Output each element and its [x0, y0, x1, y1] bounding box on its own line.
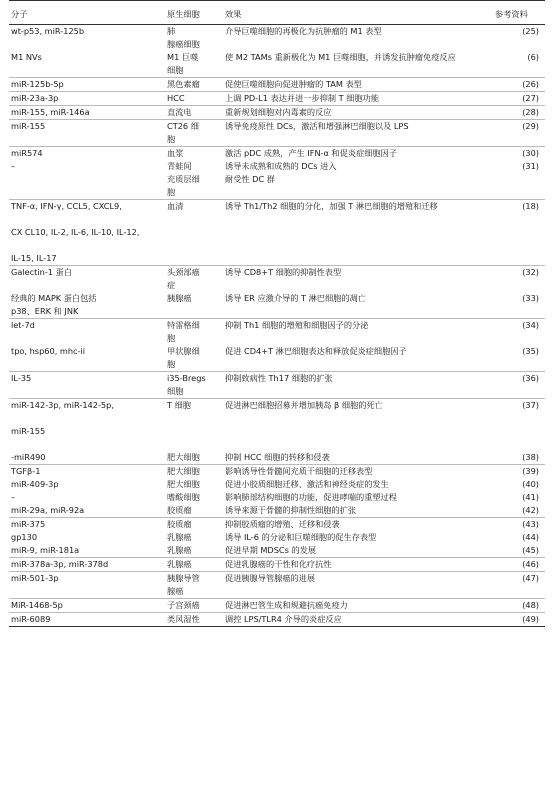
reference-cell [493, 399, 545, 465]
cell-line: 胶质瘤 [167, 505, 192, 515]
table-row [9, 518, 545, 558]
cell-line: 胰腺导管 [167, 573, 200, 583]
effect-cell [223, 200, 493, 266]
cell-line: 胶质瘤 [167, 519, 192, 529]
source-cell [165, 25, 223, 78]
cell-line: 抑制胶质瘤的增殖、迁移和侵袭 [225, 519, 340, 529]
cell-line: (18) [522, 201, 539, 211]
cell-line: 肥大细胞 [167, 466, 200, 476]
molecule-cell [9, 572, 165, 599]
cell-line: 症 [167, 280, 176, 290]
cell-line: 促进乳腺癌的干性和化疗抗性 [225, 559, 332, 569]
cell-line: miR-125b-5p [11, 79, 64, 89]
table-body [9, 25, 545, 627]
cell-line [11, 412, 165, 425]
source-cell [165, 120, 223, 147]
cell-line: 调控 LPS/TLR4 介导的炎症反应 [225, 614, 342, 624]
effect-cell [223, 465, 493, 518]
reference-cell [493, 200, 545, 266]
source-cell [165, 372, 223, 399]
molecule-cell [9, 372, 165, 399]
reference-cell [493, 147, 545, 200]
reference-cell [493, 106, 545, 120]
cell-line: 促进 CD4+T 淋巴细胞表达和释放促炎症细胞因子 [225, 346, 407, 356]
cell-line: 乳腺癌 [167, 545, 192, 555]
cell-line: 促进早期 MDSCs 的发展 [225, 545, 317, 555]
reference-table [9, 0, 545, 627]
cell-line: (47) [522, 573, 539, 583]
effect-cell [223, 613, 493, 627]
cell-line: (6) [527, 52, 539, 62]
table-row [9, 120, 545, 147]
cell-line: 抑制 HCC 细胞的转移和侵袭 [225, 452, 330, 462]
molecule-cell [9, 200, 165, 266]
cell-line: miR-142-3p, miR-142-5p, [11, 400, 114, 410]
source-cell [165, 266, 223, 319]
cell-line: 重新规划细胞对内毒素的反应 [225, 107, 332, 117]
table-row [9, 200, 545, 266]
source-cell [165, 106, 223, 120]
molecule-cell [9, 613, 165, 627]
molecule-cell [9, 78, 165, 92]
table-row [9, 319, 545, 372]
cell-line: 血清 [167, 201, 184, 211]
cell-line: MiR-1468-5p [11, 600, 63, 610]
cell-line: 促进胰腺导管腺癌的进展 [225, 573, 316, 583]
molecule-cell [9, 25, 165, 78]
cell-line: 子宫颈癌 [167, 600, 200, 610]
effect-cell [223, 572, 493, 599]
cell-line: IL-15, IL-17 [11, 253, 57, 263]
cell-line: 特雷格细 [167, 320, 200, 330]
molecule-cell [9, 106, 165, 120]
source-cell [165, 572, 223, 599]
reference-cell [493, 92, 545, 106]
molecule-cell [9, 518, 165, 558]
cell-line: (32) [522, 267, 539, 277]
cell-line: (46) [522, 559, 539, 569]
cell-line: miR-409-3p [11, 479, 59, 489]
cell-line: (29) [522, 121, 539, 131]
cell-line: 诱导 CD8+T 细胞的抑制性表型 [225, 267, 342, 277]
table-row [9, 399, 545, 465]
cell-line: 诱导 IL-6 的分泌和巨噬细胞的促生存表型 [225, 532, 377, 542]
cell-line: 上调 PD-L1 表达并进一步抑制 T 细胞功能 [225, 93, 380, 103]
table-row [9, 92, 545, 106]
cell-line: 乳腺癌 [167, 559, 192, 569]
header-effect: 效果 [223, 1, 493, 25]
source-cell [165, 599, 223, 613]
cell-line: 青蛙间 [167, 161, 192, 171]
table-row [9, 465, 545, 518]
cell-line: HCC [167, 93, 185, 103]
cell-line: tpo, hsp60, mhc-ii [11, 346, 86, 356]
source-cell [165, 92, 223, 106]
cell-line: – [11, 161, 16, 171]
cell-line [495, 332, 539, 345]
effect-cell [223, 399, 493, 465]
cell-line: 影响肺部结构细胞的功能，促进哮喘的重塑过程 [225, 492, 397, 502]
table-row [9, 372, 545, 399]
effect-cell [223, 147, 493, 200]
table-row [9, 106, 545, 120]
cell-line [495, 412, 539, 425]
cell-line: 细胞 [167, 386, 184, 396]
table-header-row [9, 1, 545, 25]
table-row [9, 25, 545, 78]
cell-line [225, 332, 493, 345]
effect-cell [223, 319, 493, 372]
cell-line: -miR490 [11, 452, 46, 462]
cell-line: 甲状腺细 [167, 346, 200, 356]
cell-line: (43) [522, 519, 539, 529]
cell-line: TGFβ-1 [11, 466, 41, 476]
source-cell [165, 319, 223, 372]
effect-cell [223, 92, 493, 106]
cell-line: 促使巨噬细胞向促进肿瘤的 TAM 表型 [225, 79, 362, 89]
effect-cell [223, 518, 493, 558]
cell-line [167, 412, 223, 425]
cell-line: (44) [522, 532, 539, 542]
effect-cell [223, 78, 493, 92]
cell-line: miR574 [11, 148, 43, 158]
molecule-cell [9, 147, 165, 200]
cell-line [225, 279, 493, 292]
cell-line [11, 332, 165, 345]
molecule-cell [9, 599, 165, 613]
cell-line [225, 412, 493, 425]
cell-line [167, 425, 223, 438]
source-cell [165, 518, 223, 558]
cell-line: miR-155, miR-146a [11, 107, 90, 117]
cell-line: i35-Bregs [167, 373, 206, 383]
source-cell [165, 399, 223, 465]
source-cell [165, 613, 223, 627]
cell-line [495, 279, 539, 292]
molecule-cell [9, 120, 165, 147]
effect-cell [223, 599, 493, 613]
cell-line [11, 279, 165, 292]
cell-line: Galectin-1 蛋白 [11, 267, 72, 277]
header-molecule: 分子 [9, 1, 165, 25]
cell-line: CT26 细 [167, 121, 199, 131]
cell-line [495, 425, 539, 438]
source-cell [165, 78, 223, 92]
cell-line: (26) [522, 79, 539, 89]
cell-line: (30) [522, 148, 539, 158]
cell-line: 诱导 Th1/Th2 细胞的分化，加强 T 淋巴细胞的增殖和迁移 [225, 201, 438, 211]
cell-line: 诱导 ER 应激介导的 T 淋巴细胞的凋亡 [225, 293, 366, 303]
molecule-cell [9, 266, 165, 319]
cell-line: 直流电 [167, 107, 192, 117]
cell-line: M1 巨噬 [167, 52, 199, 62]
cell-line: M1 NVs [11, 52, 42, 62]
cell-line: 充质层细 [167, 174, 200, 184]
source-cell [165, 465, 223, 518]
reference-cell [493, 518, 545, 558]
cell-line: let-7d [11, 320, 35, 330]
cell-line [495, 38, 539, 51]
cell-line: 促进淋巴细胞招募并增加胰岛 β 细胞的死亡 [225, 400, 383, 410]
cell-line: miR-23a-3p [11, 93, 59, 103]
cell-line: 血浆 [167, 148, 184, 158]
reference-cell [493, 78, 545, 92]
cell-line: 乳腺癌 [167, 532, 192, 542]
cell-line: TNF-α, IFN-γ, CCL5, CXCL9, [11, 201, 122, 211]
molecule-cell [9, 319, 165, 372]
cell-line: (31) [522, 161, 539, 171]
cell-line: 影响诱导性骨髓间充质干细胞的迁移表型 [225, 466, 373, 476]
table-row [9, 147, 545, 200]
cell-line: (40) [522, 479, 539, 489]
cell-line: 肥大细胞 [167, 479, 200, 489]
cell-line: 腺癌 [167, 586, 184, 596]
cell-line: 类风湿性 [167, 614, 200, 624]
cell-line: 促进小胶质细胞迁移、激活和神经炎症的发生 [225, 479, 389, 489]
cell-line: 黑色素瘤 [167, 79, 200, 89]
cell-line: 头颈部癌 [167, 267, 200, 277]
source-cell [165, 200, 223, 266]
reference-cell [493, 372, 545, 399]
cell-line: (48) [522, 600, 539, 610]
cell-line [225, 38, 493, 51]
cell-line: 嗜酸细胞 [167, 492, 200, 502]
cell-line: 胰腺癌 [167, 293, 192, 303]
molecule-cell [9, 465, 165, 518]
reference-cell [493, 25, 545, 78]
cell-line: 使 M2 TAMs 重新极化为 M1 巨噬细胞，并诱发抗肿瘤免疫反应 [225, 52, 456, 62]
molecule-cell [9, 92, 165, 106]
cell-line: miR-378a-3p, miR-378d [11, 559, 109, 569]
cell-line: p38、ERK 和 JNK [11, 306, 79, 316]
source-cell [165, 558, 223, 572]
cell-line [11, 239, 165, 252]
cell-line: miR-155 [11, 121, 46, 131]
cell-line: IL-35 [11, 373, 32, 383]
table-row [9, 599, 545, 613]
cell-line: 耐受性 DC 群 [225, 174, 275, 184]
cell-line: 介导巨噬细胞的再极化为抗肿瘤的 M1 表型 [225, 26, 382, 36]
reference-cell [493, 572, 545, 599]
reference-cell [493, 319, 545, 372]
cell-line: 胞 [167, 187, 176, 197]
reference-cell [493, 613, 545, 627]
cell-line: (35) [522, 346, 539, 356]
cell-line: (39) [522, 466, 539, 476]
header-reference: 参考资料 [493, 1, 545, 25]
cell-line: 肺 [167, 26, 176, 36]
cell-line: 胞 [167, 333, 176, 343]
cell-line: 抑制致病性 Th17 细胞的扩张 [225, 373, 333, 383]
effect-cell [223, 558, 493, 572]
molecule-cell [9, 399, 165, 465]
cell-line: 诱导未成熟和成熟的 DCs 进入 [225, 161, 337, 171]
cell-line: gp130 [11, 532, 38, 542]
effect-cell [223, 120, 493, 147]
effect-cell [223, 372, 493, 399]
cell-line [225, 438, 493, 451]
cell-line: 激活 pDC 成熟，产生 IFN-α 和促炎症细胞因子 [225, 148, 398, 158]
cell-line: 经典的 MAPK 蛋白包括 [11, 293, 97, 303]
cell-line [11, 213, 165, 226]
cell-line: (45) [522, 545, 539, 555]
cell-line: 胞 [167, 359, 176, 369]
table-row [9, 266, 545, 319]
cell-line: T 细胞 [167, 400, 191, 410]
cell-line: (38) [522, 452, 539, 462]
cell-line: wt-p53, miR-125b [11, 26, 85, 36]
cell-line: (27) [522, 93, 539, 103]
cell-line: (37) [522, 400, 539, 410]
molecule-cell [9, 558, 165, 572]
cell-line: 诱导免疫原性 DCs，激活和增强淋巴细胞以及 LPS [225, 121, 409, 131]
cell-line: miR-375 [11, 519, 46, 529]
cell-line: 诱导来源于骨髓的抑制性细胞的扩张 [225, 505, 357, 515]
cell-line [225, 425, 493, 438]
cell-line: (41) [522, 492, 539, 502]
effect-cell [223, 106, 493, 120]
cell-line: (42) [522, 505, 539, 515]
table-row [9, 613, 545, 627]
reference-cell [493, 266, 545, 319]
cell-line: CX CL10, IL-2, IL-6, IL-10, IL-12, [11, 227, 140, 237]
cell-line: miR-6089 [11, 614, 51, 624]
cell-line: 肥大细胞 [167, 452, 200, 462]
table-row [9, 558, 545, 572]
cell-line: 促进淋巴管生成和规避抗癌免疫力 [225, 600, 348, 610]
cell-line: (49) [522, 614, 539, 624]
cell-line [11, 38, 165, 51]
cell-line: 细胞 [167, 65, 184, 75]
reference-cell [493, 465, 545, 518]
table-row [9, 572, 545, 599]
effect-cell [223, 25, 493, 78]
reference-cell [493, 558, 545, 572]
cell-line: (25) [522, 26, 539, 36]
cell-line: 抑制 Th1 细胞的增殖和细胞因子的分泌 [225, 320, 369, 330]
header-source-cell: 原生细胞 [165, 1, 223, 25]
cell-line: (33) [522, 293, 539, 303]
cell-line [167, 438, 223, 451]
cell-line: (34) [522, 320, 539, 330]
reference-cell [493, 120, 545, 147]
cell-line: miR-9, miR-181a [11, 545, 80, 555]
cell-line: 腺癌细胞 [167, 39, 200, 49]
cell-line: (28) [522, 107, 539, 117]
cell-line: miR-155 [11, 426, 46, 436]
cell-line: miR-501-3p [11, 573, 59, 583]
reference-cell [493, 599, 545, 613]
effect-cell [223, 266, 493, 319]
table-row [9, 78, 545, 92]
cell-line: (36) [522, 373, 539, 383]
cell-line: miR-29a, miR-92a [11, 505, 85, 515]
cell-line: – [11, 492, 16, 502]
cell-line [11, 438, 165, 451]
cell-line: 胞 [167, 134, 176, 144]
source-cell [165, 147, 223, 200]
cell-line [495, 438, 539, 451]
